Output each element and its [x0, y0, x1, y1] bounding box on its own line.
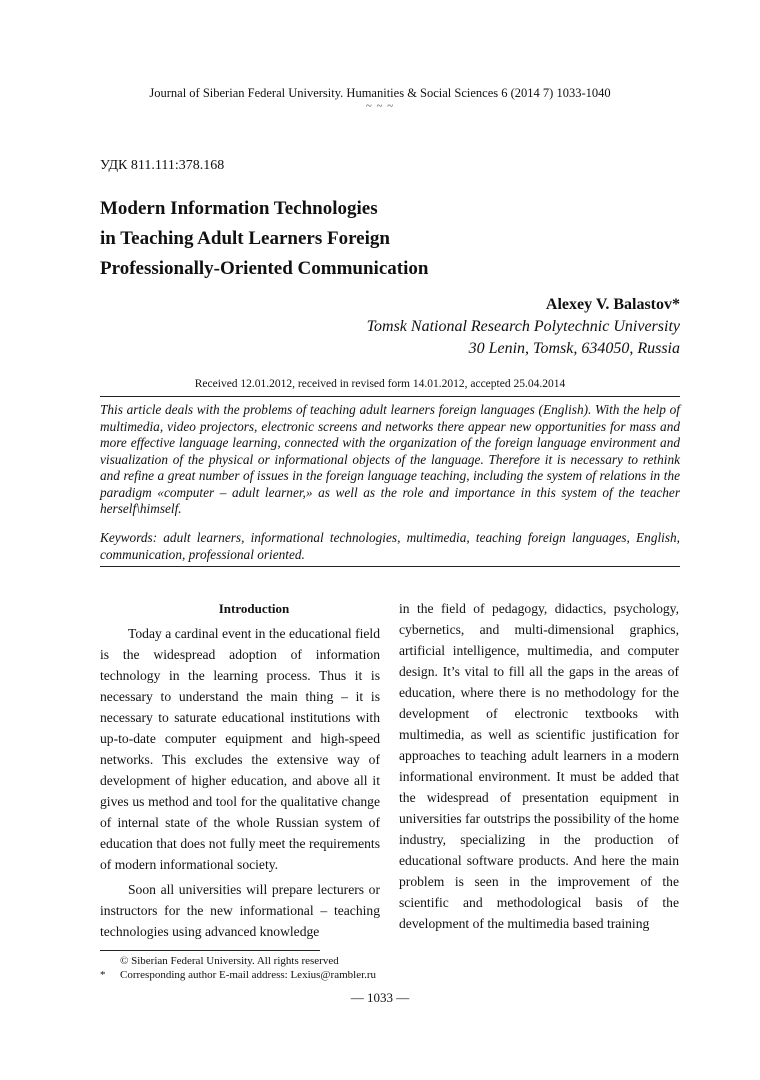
title-line: Modern Information Technologies	[100, 198, 378, 219]
title-line: Professionally-Oriented Communication	[100, 258, 429, 279]
keywords: Keywords: adult learners, informational technologies, multimedia, teaching foreign languages, English, communication, professional oriented.	[100, 530, 680, 562]
corresponding-text: Corresponding author E-mail address: Lexius@rambler.ru	[120, 969, 377, 981]
section-heading-introduction: Introduction	[218, 601, 290, 616]
body-column-left	[100, 598, 380, 942]
abstract-top-rule	[100, 396, 680, 397]
article-title	[100, 194, 600, 284]
author-affiliation: Tomsk National Research Polytechnic University	[366, 318, 680, 335]
copyright-text: © Siberian Federal University. All rights reserved	[120, 955, 339, 967]
author-block	[367, 294, 680, 360]
author-address: 30 Lenin, Tomsk, 634050, Russia	[468, 340, 680, 357]
title-line: in Teaching Adult Learners Foreign	[100, 228, 390, 249]
page-number: — 1033 —	[350, 990, 410, 1005]
udk-code: УДК 811.111:378.168	[100, 158, 225, 173]
received-dates: Received 12.01.2012, received in revised form 14.01.2012, accepted 25.04.2014	[194, 378, 566, 390]
body-paragraph: Today a cardinal event in the educational field is the widespread adoption of information technology in the learning process. Thus it is necessary to understand the main thing – it is necessary to saturate educational institutions with up-to-date computer equipment and high-speed networks. This excludes the extensive way of development of higher education, and above all it gives us method and tool for the qualitative change of internal state of the whole Russian system of education that does not fully meet the requirements of modern informational society.	[100, 626, 380, 872]
journal-header: Journal of Siberian Federal University. Humanities & Social Sciences 6 (2014 7) 1033-1040	[149, 86, 611, 100]
abstract-bottom-rule	[100, 566, 680, 567]
abstract: This article deals with the problems of teaching adult learners foreign languages (English). With the help of multimedia, video projectors, electronic screens and networks there appear new opportunities for mass and more effective language learning, connected with the organization of the foreign language environment and visualization of the physical or informational objects of the language. Therefore it is necessary to rethink and refine a great number of issues in the foreign language teaching, including the system of relations in the paradigm «computer – adult learner,» as well as the role and importance in this system of the teacher herself\himself.	[100, 402, 680, 516]
body-paragraph: Soon all universities will prepare lecturers or instructors for the new informational – teaching technologies using advanced knowledge	[100, 882, 380, 939]
header-separator: ~ ~ ~	[365, 100, 395, 112]
author-name: Alexey V. Balastov*	[545, 296, 680, 313]
footnotes	[100, 954, 376, 982]
body-column-right	[399, 598, 679, 934]
footnote-corresponding	[100, 968, 376, 982]
footnote-copyright	[100, 954, 376, 968]
footnote-rule	[100, 950, 320, 951]
footnote-mark: *	[100, 969, 106, 981]
body-paragraph: in the field of pedagogy, didactics, psychology, cybernetics, and multi-dimensional graphics, artificial intelligence, multimedia, and computer design. It’s vital to fill all the gaps in the areas of education, where there is no methodology for the development of electronic textbooks with multimedia, as well as scientific justification for approaches to teaching adult learners in a modern informational environment. It must be added that the widespread of presentation equipment in universities far outstrips the possibility of the home industry, specializing in the production of educational software products. And here the main problem is seen in the improvement of the scientific and methodological basis of the development of the multimedia based training	[399, 601, 679, 931]
